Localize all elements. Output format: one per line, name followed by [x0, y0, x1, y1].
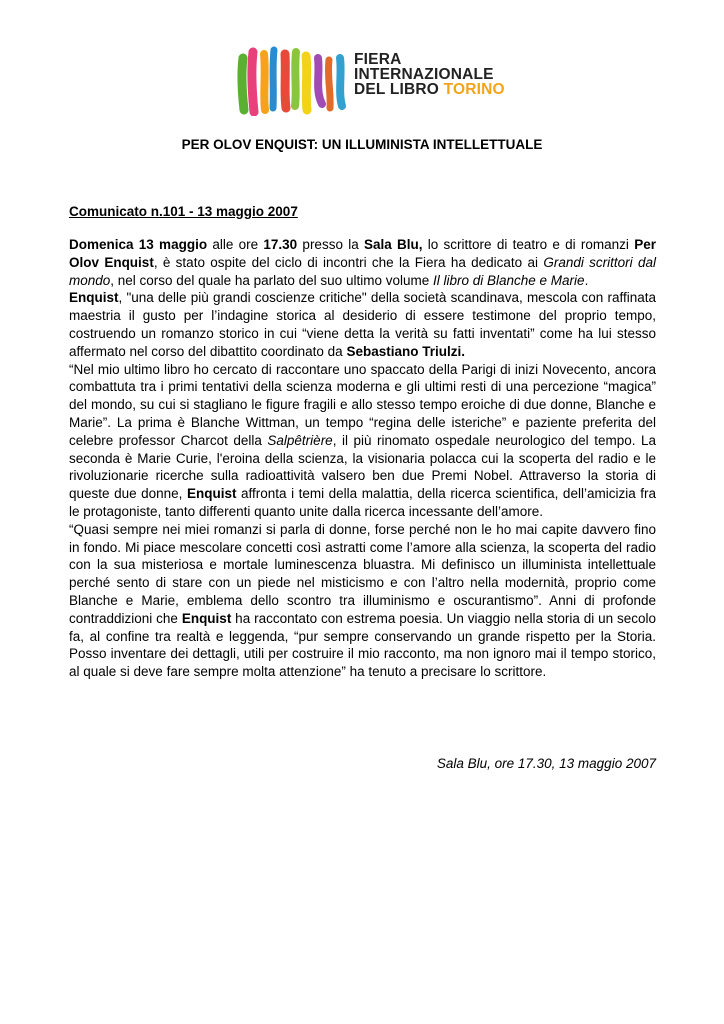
logo-line-3-main: DEL LIBRO	[354, 81, 440, 98]
logo-stroke	[273, 50, 274, 108]
logo-stroke	[264, 54, 265, 110]
paragraph-2: Enquist, "una delle più grandi coscienze critiche" della società scandinava, mescola con raffinata maestria il gusto per l’indagine storica al desiderio di essere testimone del proprio tempo, costruendo un romanzo storico in cui “viene detta la verità su fatti inventati” come ha lui stesso affermato nel corso del dibattito coordinato da Sebastiano Triulzi.	[69, 290, 656, 359]
document-title: PER OLOV ENQUIST: UN ILLUMINISTA INTELLETTUALE	[181, 137, 543, 152]
logo-wordmark	[354, 52, 505, 97]
paragraph-1: Domenica 13 maggio alle ore 17.30 presso la Sala Blu, lo scrittore di teatro e di romanzi Per Olov Enquist, è stato ospite del ciclo di incontri che la Fiera ha dedicato ai Grandi scrittori dal mondo, nel corso del quale ha parlato del suo ultimo volume Il libro di Blanche e Marie.	[69, 237, 656, 288]
logo-stroke	[306, 56, 307, 110]
logo-line-3	[354, 82, 505, 97]
logo-stroke	[340, 58, 342, 106]
logo-stroke	[285, 54, 286, 108]
logo-stroke	[252, 52, 254, 112]
fiera-libro-logo	[236, 44, 516, 116]
logo-line-3-accent: TORINO	[443, 81, 505, 98]
logo-stroke	[242, 58, 244, 110]
logo-color-strokes	[236, 44, 352, 116]
logo-line-1: FIERA	[354, 51, 402, 68]
logo-line-2: INTERNAZIONALE	[354, 66, 494, 83]
event-footer: Sala Blu, ore 17.30, 13 maggio 2007	[436, 756, 656, 771]
press-release-number: Comunicato n.101 - 13 maggio 2007	[69, 204, 298, 219]
logo-stroke	[318, 58, 322, 104]
logo-stroke	[328, 60, 330, 108]
paragraph-3: “Nel mio ultimo libro ho cercato di raccontare uno spaccato della Parigi di inizi Novecento, ancora combattuta tra i primi tentativi della scienza moderna e gli ultimi resti di una percezione “magica” del mondo, su cui si stagliano le figure fragili e allo stesso tempo eroiche di due donne, Blanche e Marie”. La prima è Blanche Wittman, un tempo “regina delle isteriche” e paziente preferita del celebre professor Charcot della Salpêtrière, il più rinomato ospedale neurologico del tempo. La seconda è Marie Curie, l'eroina della scienza, la visionaria polacca cui la scoperta del radio e le rivoluzionarie ricerche sulla radioattività valsero ben due Premi Nobel. Attraverso la storia di queste due donne, Enquist affronta i temi della malattia, della ricerca scientifica, dell’amicizia fra le protagoniste, tanto differenti quanto unite dalla ricerca incessante dell’amore.	[69, 361, 657, 519]
paragraph-4: “Quasi sempre nei miei romanzi si parla di donne, forse perché non le ho mai capite davvero fino in fondo. Mi piace mescolare concetti così astratti come l’amore alla scienza, la scoperta del radio con la sua misteriosa e mortale luminescenza bluastra. Mi definisco un illuminista intellettuale perché sento di stare con un piede nel misticismo e con l’altro nella modernità, proprio come Blanche e Marie, emblema dello scontro tra illuminismo e oscurantismo”. Anni di profonde contraddizioni che Enquist ha raccontato con estrema poesia. Un viaggio nella storia di un secolo fa, al confine tra realtà e leggenda, “pur sempre conservando un grande rispetto per la Storia. Posso inventare dei dettagli, utili per costruire il mio racconto, ma non ignoro mai il tempo storico, al quale si deve fare sempre molta attenzione” ha tenuto a precisare lo scrittore.	[69, 521, 656, 680]
logo-stroke	[295, 52, 296, 106]
document-body	[69, 236, 656, 681]
